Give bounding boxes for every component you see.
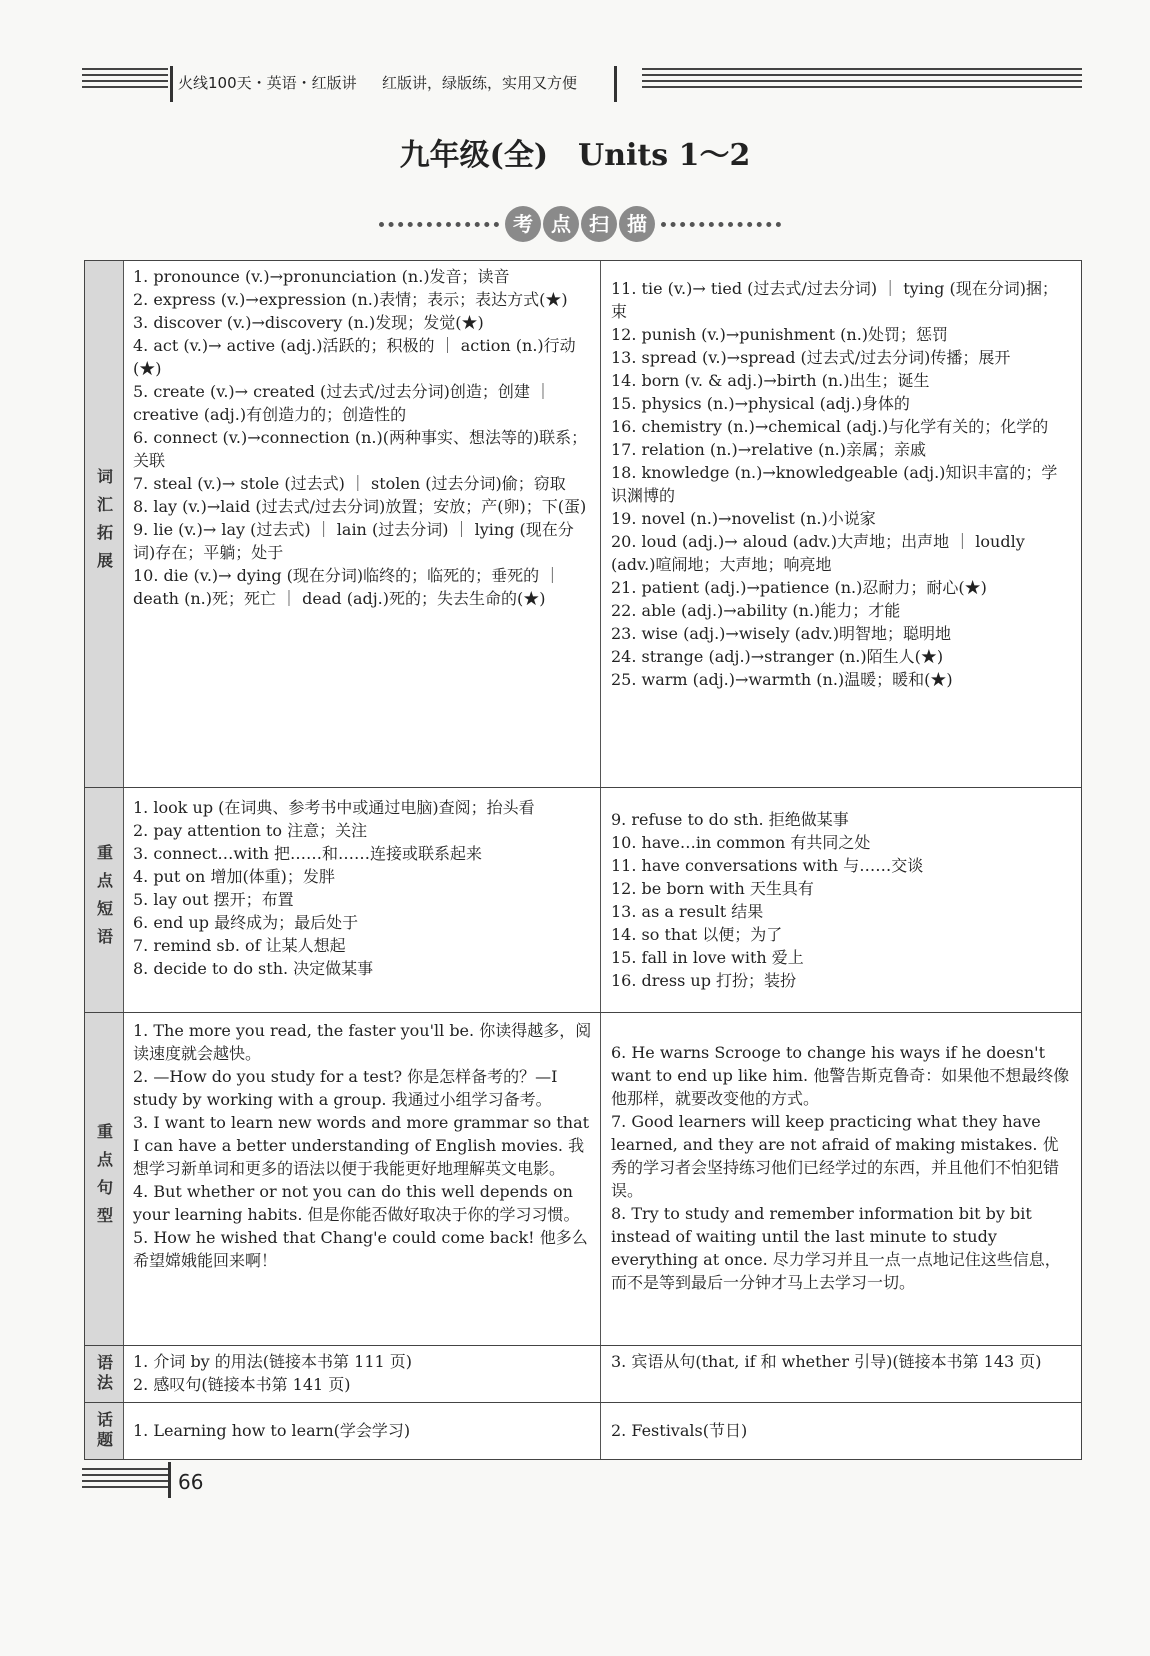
list-item: 7. remind sb. of 让某人想起 [133, 936, 346, 955]
list-item: 3. discover (v.)→discovery (n.)发现；发觉(★) [133, 313, 484, 332]
list-item: 14. so that 以便；为了 [611, 925, 783, 944]
list-item: 14. born (v. & adj.)→birth (n.)出生；诞生 [611, 371, 930, 390]
grammar-right-column [601, 1346, 1081, 1402]
list-item: 16. dress up 打扮；装扮 [611, 971, 797, 990]
list-item: 2. Festivals(节日) [611, 1421, 748, 1440]
list-item: 13. spread (v.)→spread (过去式/过去分词)传播；展开 [611, 348, 1011, 367]
list-item: 6. end up 最终成为；最后处于 [133, 913, 359, 932]
list-item: 18. knowledge (n.)→knowledgeable (adj.)知识丰富的；学识渊博的 [611, 463, 1058, 505]
list-item: 1. 介词 by 的用法(链接本书第 111 页) [133, 1352, 413, 1371]
list-item: 15. physics (n.)→physical (adj.)身体的 [611, 394, 910, 413]
list-item: 9. refuse to do sth. 拒绝做某事 [611, 810, 849, 829]
page-number: 66 [178, 1470, 204, 1494]
header-divider [170, 66, 173, 102]
vocab-left-column [123, 261, 601, 787]
footer-divider [168, 1462, 171, 1498]
list-item: 4. put on 增加(体重)；发胖 [133, 867, 335, 886]
list-item: 5. lay out 摆开；布置 [133, 890, 294, 909]
list-item: 23. wise (adj.)→wisely (adv.)明智地；聪明地 [611, 624, 952, 643]
list-item: 8. lay (v.)→laid (过去式/过去分词)放置；安放；产(卵)；下(蛋) [133, 497, 587, 516]
list-item: 10. die (v.)→ dying (现在分词)临终的；临死的；垂死的 ｜ death (n.)死；死亡 ｜ dead (adj.)死的；失去生命的(★) [133, 566, 561, 608]
section-label: 语法 [85, 1346, 124, 1402]
list-item: 10. have…in common 有共同之处 [611, 833, 871, 852]
list-item: 1. Learning how to learn(学会学习) [133, 1421, 411, 1440]
list-item: 2. express (v.)→expression (n.)表情；表示；表达方式(★) [133, 290, 568, 309]
section-topic [84, 1402, 1082, 1460]
section-grammar [84, 1345, 1082, 1403]
list-item: 4. act (v.)→ active (adj.)活跃的；积极的 ｜ action (n.)行动(★) [133, 336, 576, 378]
list-item: 9. lie (v.)→ lay (过去式) ｜ lain (过去分词) ｜ lying (现在分词)存在；平躺；处于 [133, 520, 574, 562]
phrases-right-column [601, 788, 1081, 1012]
list-item: 21. patient (adj.)→patience (n.)忍耐力；耐心(★) [611, 578, 987, 597]
header-slogan: 红版讲，绿版练，实用又方便 [382, 74, 578, 92]
list-item: 2. —How do you study for a test? 你是怎样备考的？—I study by working with a group. 我通过小组学习备考。 [133, 1067, 558, 1109]
book-series-title: 火线100天・英语・红版讲 [178, 74, 357, 92]
banner-dots-right [661, 222, 781, 227]
list-item: 7. Good learners will keep practicing what they have learned, and they are not afraid of making mistakes. 优秀的学习者会坚持练习他们已经学过的东西，并且他们不怕犯错误。 [611, 1112, 1060, 1200]
banner-dots-left [379, 222, 499, 227]
list-item: 17. relation (n.)→relative (n.)亲属；亲戚 [611, 440, 926, 459]
topic-left-column [123, 1403, 601, 1459]
list-item: 24. strange (adj.)→stranger (n.)陌生人(★) [611, 647, 944, 666]
banner-char: 扫 [581, 206, 617, 242]
header-rule-left [82, 68, 168, 92]
list-item: 6. He warns Scrooge to change his ways if he doesn't want to end up like him. 他警告斯克鲁奇：如果他不想最终像他那样，就要改变他的方式。 [611, 1043, 1070, 1108]
list-item: 3. 宾语从句(that, if 和 whether 引导)(链接本书第 143 页) [611, 1352, 1042, 1371]
phrases-left-column [123, 788, 601, 1012]
list-item: 20. loud (adj.)→ aloud (adv.)大声地；出声地 ｜ loudly (adv.)喧闹地；大声地；响亮地 [611, 532, 1025, 574]
list-item: 11. have conversations with 与……交谈 [611, 856, 924, 875]
list-item: 1. The more you read, the faster you'll be. 你读得越多，阅读速度就会越快。 [133, 1021, 592, 1063]
section-label: 重点短语 [85, 788, 124, 1012]
list-item: 1. pronounce (v.)→pronunciation (n.)发音；读音 [133, 267, 510, 286]
banner-char: 考 [505, 206, 541, 242]
list-item: 1. look up (在词典、参考书中或通过电脑)查阅；抬头看 [133, 798, 535, 817]
list-item: 25. warm (adj.)→warmth (n.)温暖；暖和(★) [611, 670, 953, 689]
list-item: 6. connect (v.)→connection (n.)(两种事实、想法等的)联系；关联 [133, 428, 588, 470]
list-item: 22. able (adj.)→ability (n.)能力；才能 [611, 601, 901, 620]
list-item: 13. as a result 结果 [611, 902, 764, 921]
list-item: 2. 感叹句(链接本书第 141 页) [133, 1375, 351, 1394]
list-item: 12. be born with 天生具有 [611, 879, 814, 898]
list-item: 3. I want to learn new words and more grammar so that I can have a better understanding of English movies. 我想学习新单词和更多的语法以便于我能更好地理解英文电影。 [133, 1113, 590, 1178]
section-phrases [84, 787, 1082, 1013]
section-sentences [84, 1012, 1082, 1346]
list-item: 19. novel (n.)→novelist (n.)小说家 [611, 509, 876, 528]
section-vocab [84, 260, 1082, 788]
list-item: 11. tie (v.)→ tied (过去式/过去分词) ｜ tying (现在分词)捆；束 [611, 279, 1058, 321]
banner-char: 描 [619, 206, 655, 242]
header-rule-right [642, 68, 1082, 92]
header-divider-right [614, 66, 617, 102]
list-item: 7. steal (v.)→ stole (过去式) ｜ stolen (过去分词)偷；窃取 [133, 474, 566, 493]
section-banner [350, 206, 810, 242]
list-item: 3. connect…with 把……和……连接或联系起来 [133, 844, 483, 863]
section-label: 词汇拓展 [85, 261, 124, 787]
page-header [82, 58, 1082, 108]
list-item: 8. decide to do sth. 决定做某事 [133, 959, 374, 978]
grammar-left-column [123, 1346, 601, 1402]
vocab-right-column [601, 261, 1081, 787]
section-label: 话题 [85, 1403, 124, 1459]
page-title: 九年级(全) Units 1～2 [399, 138, 751, 173]
list-item: 5. create (v.)→ created (过去式/过去分词)创造；创建 ｜ creative (adj.)有创造力的；创造性的 [133, 382, 551, 424]
list-item: 12. punish (v.)→punishment (n.)处罚；惩罚 [611, 325, 949, 344]
list-item: 8. Try to study and remember information bit by bit instead of waiting until the last minute to study everything at once. 尽力学习并且一点一点地记住这些信息，而不是等到最后一分钟才马上去学习一切。 [611, 1204, 1061, 1292]
list-item: 15. fall in love with 爱上 [611, 948, 804, 967]
footer-rule [82, 1468, 168, 1492]
list-item: 4. But whether or not you can do this well depends on your learning habits. 但是你能否做好取决于你的学习习惯。 [133, 1182, 580, 1224]
topic-right-column [601, 1403, 1081, 1459]
section-label: 重点句型 [85, 1013, 124, 1345]
list-item: 16. chemistry (n.)→chemical (adj.)与化学有关的；化学的 [611, 417, 1049, 436]
banner-char: 点 [543, 206, 579, 242]
list-item: 2. pay attention to 注意；关注 [133, 821, 368, 840]
list-item: 5. How he wished that Chang'e could come back! 他多么希望嫦娥能回来啊！ [133, 1228, 588, 1270]
sentences-left-column [123, 1013, 601, 1345]
sentences-right-column [601, 1013, 1081, 1345]
